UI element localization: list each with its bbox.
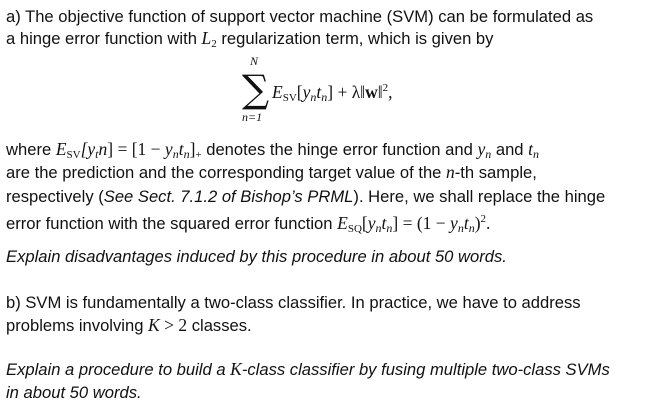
math-subscript: SV — [66, 149, 81, 161]
math-subscript: n — [457, 221, 464, 235]
math-t: t — [316, 82, 322, 102]
math-operator: ] = [1 − — [107, 139, 165, 159]
question-text: in about 50 words. — [6, 383, 142, 402]
math-subscript: n — [375, 221, 382, 235]
text-fragment: ). Here, we shall replace the hinge — [353, 187, 606, 206]
math-superscript: 2 — [382, 82, 389, 94]
sum-lower-limit: n=1 — [242, 110, 263, 124]
text-fragment: denotes the hinge error function and — [201, 140, 478, 159]
math-k: K — [148, 315, 160, 335]
math-comma: , — [388, 82, 393, 102]
text-fragment: regularization term, which is given by — [216, 29, 494, 48]
text-fragment: -th sample, — [454, 163, 537, 182]
math-subscript: t — [95, 147, 99, 161]
math-subscript: n — [485, 147, 492, 161]
sum-upper-limit: N — [250, 54, 259, 68]
math-subscript: n — [468, 221, 475, 235]
part-b-intro-line-1 — [6, 292, 581, 313]
math-norm: ‖ — [377, 82, 383, 102]
math-e: E — [55, 139, 67, 159]
part-a-line-5 — [6, 162, 537, 183]
math-y: y — [164, 139, 173, 159]
part-b-text: b) SVM is fundamentally a two-class classifier. In practice, we have to address — [6, 293, 581, 312]
text-fragment: are the prediction and the corresponding target value of the — [6, 163, 447, 182]
math-bracket: [ — [296, 82, 303, 102]
math-t: t — [463, 213, 469, 233]
math-paren: ) — [474, 213, 481, 233]
math-operator: ] = (1 − — [392, 213, 451, 233]
text-fragment: -class classifier by fusing multiple two-class SVMs — [241, 360, 610, 379]
math-y: y — [302, 82, 311, 102]
math-t: t — [528, 139, 534, 159]
math-subscript: SQ — [347, 223, 362, 235]
math-k: K — [230, 359, 242, 379]
math-subscript: SV — [282, 92, 297, 104]
math-y: y — [367, 213, 376, 233]
text-fragment: problems involving — [6, 316, 149, 335]
math-bracket: ] — [189, 139, 196, 159]
text-fragment: classes. — [187, 316, 252, 335]
math-superscript: 2 — [480, 213, 487, 225]
summation-symbol: ∑ — [242, 67, 270, 111]
equation-body — [272, 77, 393, 109]
math-subscript: n — [183, 147, 190, 161]
math-operator: > 2 — [159, 315, 188, 335]
part-b-question-line-1 — [6, 359, 610, 380]
objective-equation — [242, 54, 502, 124]
book-reference: See Sect. 7.1.2 of Bishop’s PRML — [103, 187, 354, 206]
text-fragment: error function with the squared error function — [6, 214, 338, 233]
math-t: t — [178, 139, 184, 159]
math-subscript: n — [386, 221, 393, 235]
math-t: n — [98, 139, 108, 159]
math-n: n — [446, 162, 455, 182]
math-e: E — [272, 82, 283, 102]
math-e: E — [337, 213, 348, 233]
math-subscript: 2 — [211, 38, 217, 50]
math-w-vector: w — [365, 82, 378, 102]
math-period: . — [486, 213, 491, 233]
math-y: y — [477, 139, 486, 159]
math-bracket: [ — [361, 213, 368, 233]
text-fragment: respectively ( — [6, 187, 104, 206]
math-subscript: + — [195, 149, 202, 161]
math-subscript: n — [310, 90, 317, 104]
math-l: L — [201, 28, 212, 48]
math-y: [y — [80, 139, 96, 159]
math-subscript: n — [321, 90, 328, 104]
math-operator: ] + λ‖ — [327, 82, 366, 102]
text-fragment: a hinge error function with — [6, 29, 202, 48]
part-a-line-7 — [6, 209, 490, 240]
part-a-intro-line-2 — [6, 28, 493, 55]
part-a-intro-line-1 — [6, 6, 593, 27]
text-fragment: and — [491, 140, 529, 159]
part-b-question-line-2 — [6, 382, 142, 403]
math-t: t — [381, 213, 387, 233]
math-subscript: n — [533, 147, 540, 161]
text-fragment: where — [6, 140, 56, 159]
question-text: Explain disadvantages induced by this procedure in about 50 words. — [6, 247, 507, 266]
math-y: y — [450, 213, 458, 233]
part-b-intro-line-2 — [6, 315, 252, 336]
part-a-line-6 — [6, 186, 605, 207]
math-subscript: n — [172, 147, 179, 161]
text-fragment: Explain a procedure to build a — [6, 360, 231, 379]
part-a-question — [6, 246, 507, 267]
part-a-text: a) The objective function of support vector machine (SVM) can be formulated as — [6, 7, 594, 26]
